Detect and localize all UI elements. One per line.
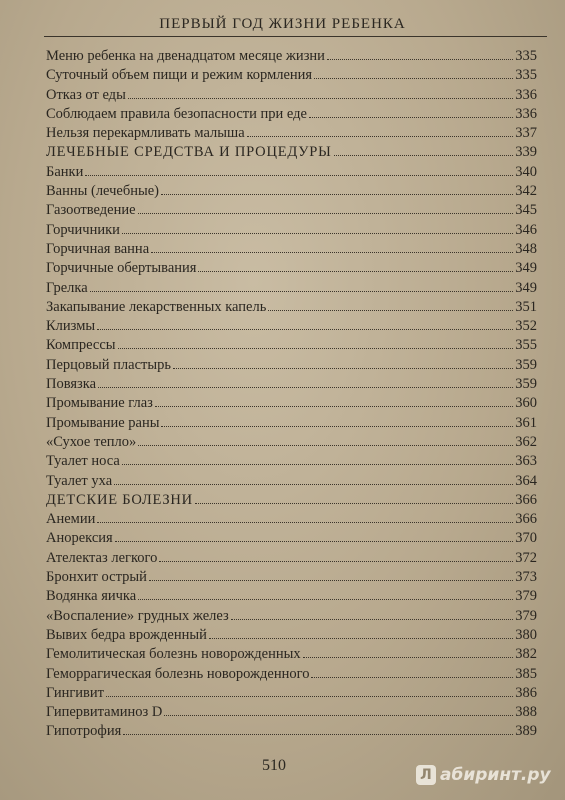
dot-leader xyxy=(138,200,514,214)
toc-entry xyxy=(46,393,537,412)
toc-entry-title: Повязка xyxy=(46,376,97,393)
toc-entry-title: Вывих бедра врожденный xyxy=(46,626,207,643)
toc-entry-title: Компрессы xyxy=(46,337,116,354)
running-header xyxy=(0,0,565,40)
toc-entry xyxy=(46,413,537,432)
toc-entry-title: ЛЕЧЕБНЫЕ СРЕДСТВА И ПРОЦЕДУРЫ xyxy=(46,144,332,161)
toc-entry-page: 335 xyxy=(515,67,537,84)
dot-leader xyxy=(114,471,513,485)
toc-entry xyxy=(46,220,537,239)
toc-entry-page: 361 xyxy=(515,414,537,431)
dot-leader xyxy=(314,65,513,79)
toc-entry xyxy=(46,65,537,84)
dot-leader xyxy=(209,625,513,639)
toc-entry xyxy=(46,586,537,605)
toc-entry-page: 366 xyxy=(515,491,537,508)
toc-entry-title: Геморрагическая болезнь новорожденного xyxy=(46,665,310,682)
dot-leader xyxy=(311,664,513,678)
toc-entry-title: Суточный объем пищи и режим кормления xyxy=(46,67,313,84)
toc-entry-title: Туалет носа xyxy=(46,453,120,470)
toc-entry xyxy=(46,104,537,123)
toc-entry-title: Соблюдаем правила безопасности при еде xyxy=(46,105,307,122)
toc-entry-page: 363 xyxy=(515,453,537,470)
running-header-title: ПЕРВЫЙ ГОД ЖИЗНИ РЕБЕНКА xyxy=(159,16,406,32)
toc-entry-page: 335 xyxy=(515,48,537,64)
toc-entry xyxy=(46,162,537,181)
toc-entry-page: 379 xyxy=(515,588,537,605)
dot-leader xyxy=(303,644,514,658)
toc-entry xyxy=(46,528,537,547)
toc-entry-title: Гемолитическая болезнь новорожденных xyxy=(46,646,301,663)
toc-entry-title: Гипотрофия xyxy=(46,723,122,740)
toc-entry-title: Анорексия xyxy=(46,530,113,547)
dot-leader xyxy=(198,258,513,272)
toc-entry-title: Газоотведение xyxy=(46,202,136,219)
toc-entry-page: 336 xyxy=(515,86,537,103)
toc-entry xyxy=(46,335,537,354)
toc-entry-title: Водянка яичка xyxy=(46,588,137,605)
toc-entry-page: 359 xyxy=(515,376,537,393)
watermark-text: абиринт.ру xyxy=(440,765,551,785)
toc-entry xyxy=(46,46,537,65)
toc-entry-title: Нельзя перекармливать малыша xyxy=(46,125,245,142)
labirint-watermark xyxy=(416,765,551,785)
dot-leader xyxy=(98,374,513,388)
dot-leader xyxy=(118,335,514,349)
toc-entry-page: 386 xyxy=(515,684,537,701)
toc-entry-title: Бронхит острый xyxy=(46,569,147,586)
dot-leader xyxy=(173,355,513,369)
toc-entry xyxy=(46,297,537,316)
dot-leader xyxy=(155,393,513,407)
toc-entry-page: 340 xyxy=(515,163,537,180)
labirint-logo-icon: Л xyxy=(416,765,436,785)
dot-leader xyxy=(149,567,513,581)
toc-entry-page: 362 xyxy=(515,433,537,450)
toc-entry xyxy=(46,664,537,683)
toc-entry xyxy=(46,432,537,451)
toc-entry-title: Гипервитаминоз D xyxy=(46,704,163,721)
toc-entry-page: 372 xyxy=(515,549,537,566)
toc-entry-title: Грелка xyxy=(46,279,88,296)
toc-entry-title: Ателектаз легкого xyxy=(46,549,158,566)
toc-entry xyxy=(46,644,537,663)
toc-entry xyxy=(46,451,537,470)
toc-entry-page: 337 xyxy=(515,125,537,142)
page-number: 510 xyxy=(262,757,286,774)
toc-entry-title: Клизмы xyxy=(46,318,96,335)
dot-leader xyxy=(85,162,513,176)
toc-entry-page: 349 xyxy=(515,260,537,277)
toc-entry xyxy=(46,471,537,490)
toc-entry-page: 382 xyxy=(515,646,537,663)
dot-leader xyxy=(327,46,513,60)
toc-entry xyxy=(46,239,537,258)
toc-entry-page: 370 xyxy=(515,530,537,547)
toc-entry xyxy=(46,258,537,277)
toc-entry-title: Анемии xyxy=(46,511,96,528)
toc-entry-title: Отказ от еды xyxy=(46,86,126,103)
toc-entry-title: ДЕТСКИЕ БОЛЕЗНИ xyxy=(46,491,193,508)
toc-entry xyxy=(46,625,537,644)
toc-entry-page: 385 xyxy=(515,665,537,682)
toc-entry-title: Банки xyxy=(46,163,84,180)
toc-entry-page: 360 xyxy=(515,395,537,412)
dot-leader xyxy=(309,104,513,118)
dot-leader xyxy=(128,85,513,99)
toc-entry-title: Ванны (лечебные) xyxy=(46,183,160,200)
toc-entry xyxy=(46,316,537,335)
toc-entry xyxy=(46,278,537,297)
toc-entry xyxy=(46,567,537,586)
toc-entry xyxy=(46,374,537,393)
toc-entry-title: Горчичная ванна xyxy=(46,240,150,257)
dot-leader xyxy=(161,413,513,427)
toc-entry xyxy=(46,200,537,219)
toc-entry-title: Меню ребенка на двенадцатом месяце жизни xyxy=(46,48,325,64)
toc-entry-title: Туалет уха xyxy=(46,472,113,489)
table-of-contents xyxy=(46,46,537,741)
toc-entry-page: 349 xyxy=(515,279,537,296)
toc-entry-title: «Воспаление» грудных желез xyxy=(46,607,229,624)
toc-entry-title: Гингивит xyxy=(46,684,104,701)
toc-entry-page: 342 xyxy=(515,183,537,200)
toc-entry-page: 348 xyxy=(515,240,537,257)
dot-leader xyxy=(334,142,514,156)
dot-leader xyxy=(151,239,513,253)
toc-entry xyxy=(46,721,537,740)
header-rule xyxy=(44,36,547,37)
toc-section-heading xyxy=(46,142,537,161)
dot-leader xyxy=(161,181,513,195)
toc-entry-title: «Сухое тепло» xyxy=(46,433,137,450)
dot-leader xyxy=(159,548,513,562)
toc-entry-title: Перцовый пластырь xyxy=(46,356,171,373)
toc-entry-page: 346 xyxy=(515,221,537,238)
toc-entry-page: 339 xyxy=(515,144,537,161)
toc-entry xyxy=(46,509,537,528)
toc-entry-title: Промывание раны xyxy=(46,414,160,431)
toc-entry-page: 352 xyxy=(515,318,537,335)
dot-leader xyxy=(115,528,514,542)
toc-entry xyxy=(46,683,537,702)
toc-entry-page: 336 xyxy=(515,105,537,122)
dot-leader xyxy=(123,721,513,735)
toc-entry xyxy=(46,606,537,625)
dot-leader xyxy=(106,683,513,697)
toc-entry xyxy=(46,702,537,721)
toc-entry-title: Промывание глаз xyxy=(46,395,153,412)
toc-section-heading xyxy=(46,490,537,509)
dot-leader xyxy=(97,509,513,523)
toc-entry xyxy=(46,355,537,374)
dot-leader xyxy=(122,220,513,234)
dot-leader xyxy=(138,586,513,600)
toc-entry-page: 351 xyxy=(515,298,537,315)
toc-entry xyxy=(46,123,537,142)
dot-leader xyxy=(247,123,514,137)
toc-entry xyxy=(46,548,537,567)
toc-entry-page: 389 xyxy=(515,723,537,740)
dot-leader xyxy=(164,702,513,716)
toc-entry-page: 345 xyxy=(515,202,537,219)
toc-entry-title: Горчичные обертывания xyxy=(46,260,197,277)
toc-entry-page: 379 xyxy=(515,607,537,624)
toc-entry-page: 366 xyxy=(515,511,537,528)
dot-leader xyxy=(90,278,514,292)
dot-leader xyxy=(122,451,513,465)
dot-leader xyxy=(138,432,513,446)
toc-entry xyxy=(46,85,537,104)
dot-leader xyxy=(97,316,513,330)
toc-entry xyxy=(46,181,537,200)
toc-entry-title: Горчичники xyxy=(46,221,120,238)
toc-entry-page: 373 xyxy=(515,569,537,586)
dot-leader xyxy=(195,490,513,504)
toc-entry-page: 388 xyxy=(515,704,537,721)
toc-entry-page: 359 xyxy=(515,356,537,373)
toc-entry-title: Закапывание лекарственных капель xyxy=(46,298,267,315)
toc-entry-page: 380 xyxy=(515,626,537,643)
toc-entry-page: 355 xyxy=(515,337,537,354)
toc-entry-page: 364 xyxy=(515,472,537,489)
dot-leader xyxy=(268,297,513,311)
dot-leader xyxy=(231,606,514,620)
